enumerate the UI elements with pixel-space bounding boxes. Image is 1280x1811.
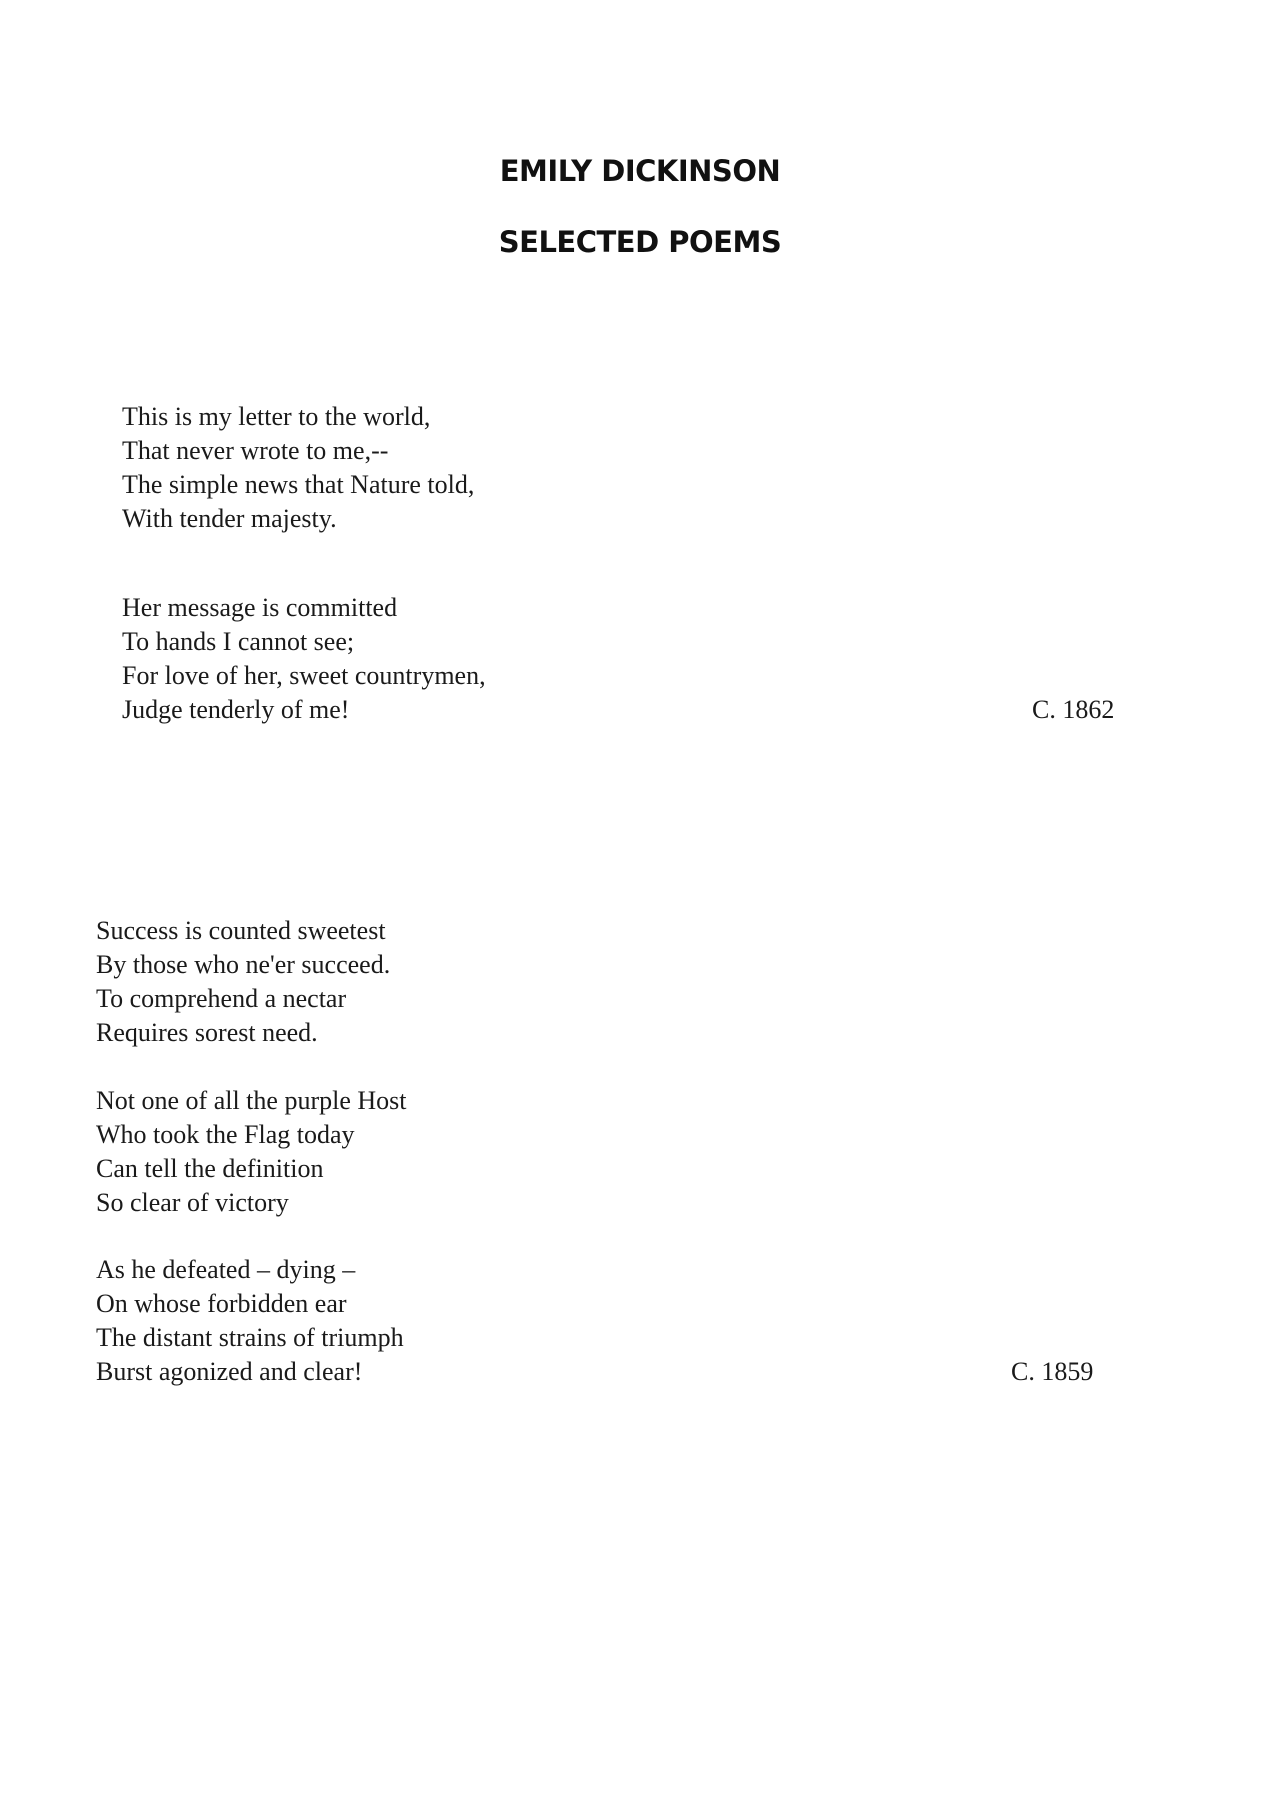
poem-2-stanza-2 [96,1084,407,1220]
poem-line: On whose forbidden ear [96,1289,347,1318]
poem-line: As he defeated – dying – [96,1255,356,1284]
poem-line: Burst agonized and clear! [96,1357,363,1386]
poem-1-stanza-2 [122,591,486,727]
poem-line: The simple news that Nature told, [122,470,475,499]
poem-2-stanza-1 [96,914,390,1050]
poem-line: Her message is committed [122,593,398,622]
poem-line: Can tell the definition [96,1154,324,1183]
poem-line: For love of her, sweet countrymen, [122,661,486,690]
poem-line: This is my letter to the world, [122,402,431,431]
poem-2-date: C. 1859 [1011,1357,1094,1386]
poem-line: Judge tenderly of me! [122,695,350,724]
poem-line: To hands I cannot see; [122,627,355,656]
poem-line: By those who ne'er succeed. [96,950,391,979]
page-title: EMILY DICKINSON [499,154,781,188]
poem-line: With tender majesty. [122,504,337,533]
poem-line: The distant strains of triumph [96,1323,404,1352]
poem-line: Who took the Flag today [96,1120,355,1149]
poem-line: To comprehend a nectar [96,984,347,1013]
poem-line: Requires sorest need. [96,1018,318,1047]
page-subtitle: SELECTED POEMS [498,225,782,259]
poem-1-date: C. 1862 [1032,695,1115,724]
poem-line: Success is counted sweetest [96,916,386,945]
poem-line: That never wrote to me,-- [122,436,389,465]
poem-line: So clear of victory [96,1188,289,1217]
poem-2-stanza-3 [96,1253,404,1389]
poem-line: Not one of all the purple Host [96,1086,407,1115]
poem-1-stanza-1 [122,400,474,536]
